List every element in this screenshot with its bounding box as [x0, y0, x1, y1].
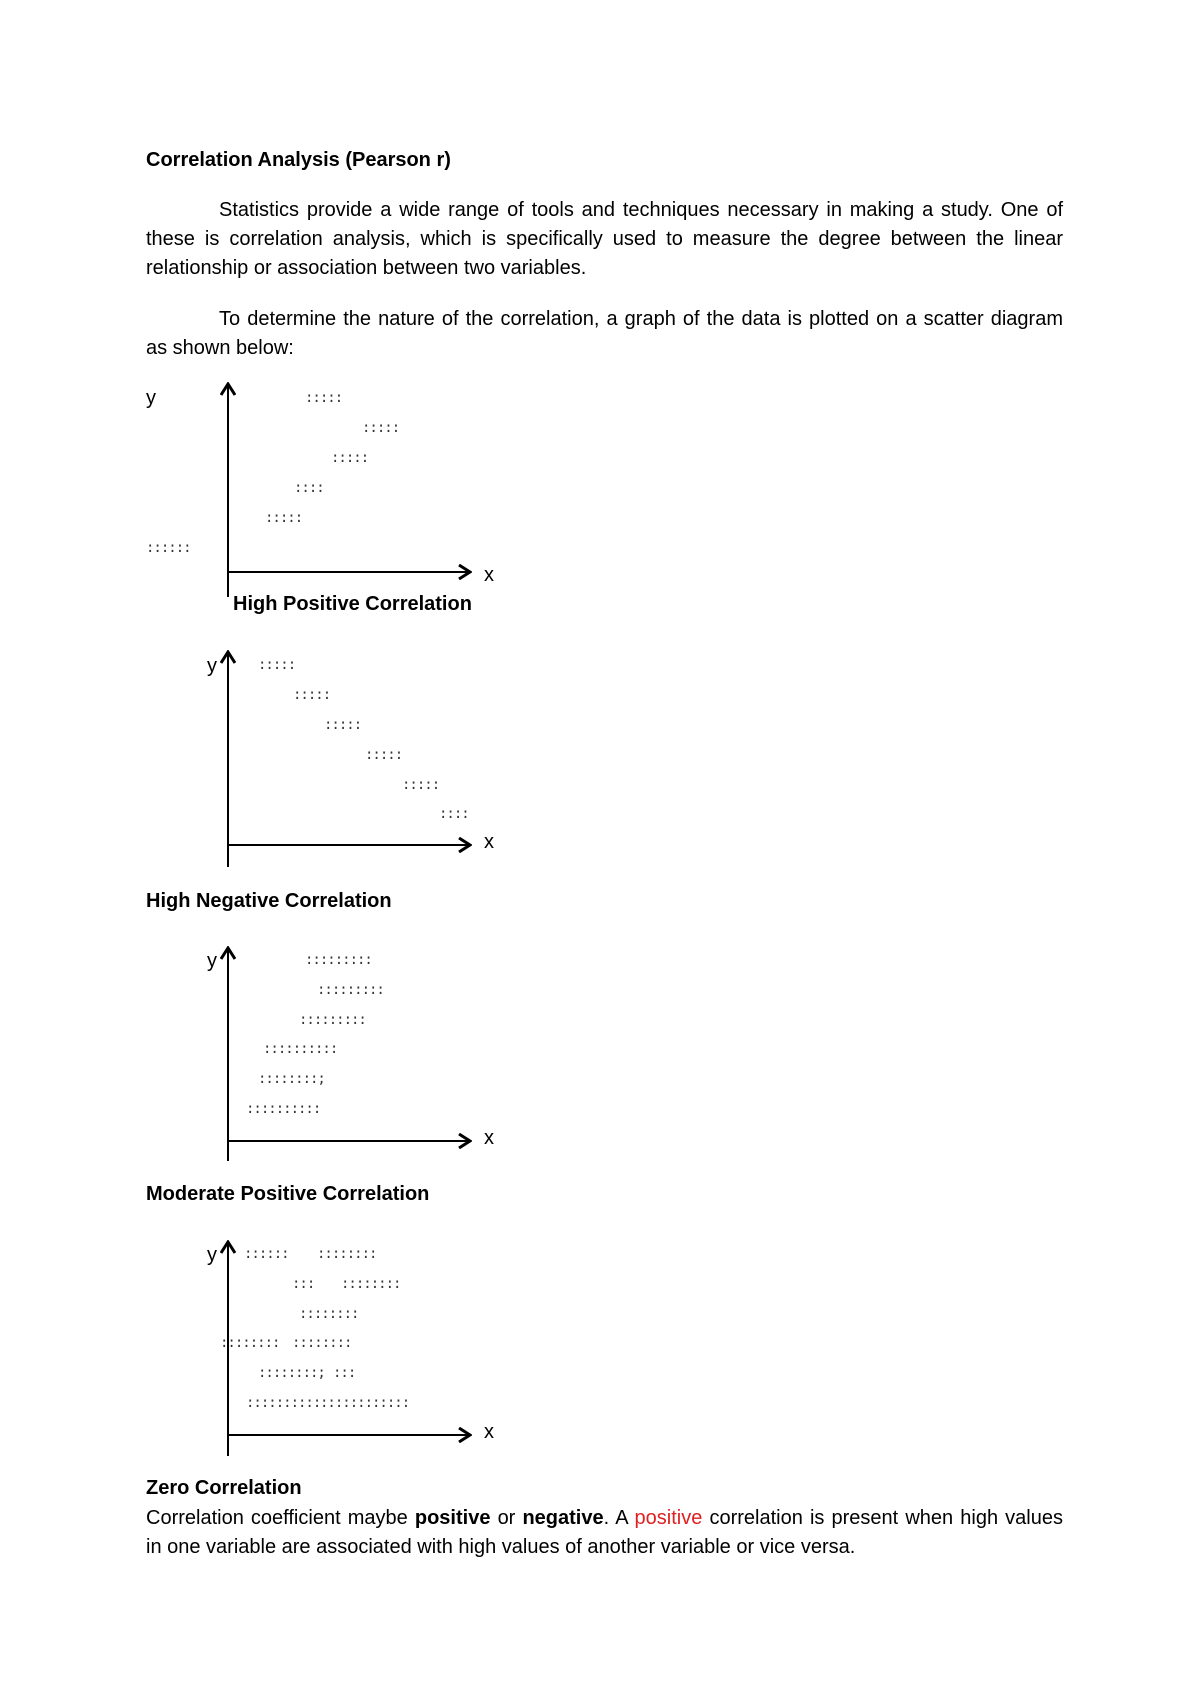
scatter-cluster: :::::: — [146, 540, 191, 556]
scatter-cluster: ::: — [333, 1365, 356, 1381]
y-axis-label-4: y — [207, 1244, 217, 1266]
scatter-cluster: :::::::: — [341, 1276, 401, 1292]
x-axis-label-4: x — [484, 1421, 494, 1443]
scatter-cluster: :::: — [439, 806, 469, 822]
scatter-cluster: :::::::: — [317, 1246, 377, 1262]
scatter-cluster: :::::::::: — [246, 1101, 321, 1117]
scatter-cluster: :::: — [294, 480, 324, 496]
scatter-cluster: ::::: — [324, 717, 362, 733]
scatter-cluster: ::::::::; — [258, 1365, 325, 1381]
scatter-cluster: ::::::::; — [258, 1071, 325, 1087]
scatter-cluster: :::::::::::: — [320, 1395, 410, 1411]
scatter-cluster: ::::::::: — [317, 982, 384, 998]
scatter-cluster: :::::::::: — [263, 1041, 338, 1057]
caption-high-positive: High Positive Correlation — [233, 593, 472, 615]
scatter-cluster: ::::: — [293, 687, 331, 703]
scatter-cluster: :::::::: — [299, 1306, 359, 1322]
scatter-intro-paragraph: To determine the nature of the correlation, a graph of the data is plotted on a scatter diagram as shown below: — [146, 308, 1063, 359]
scatter-cluster: :::::::: — [220, 1335, 280, 1351]
y-axis-label-3: y — [207, 950, 217, 972]
scatter-cluster: :::::: — [244, 1246, 289, 1262]
scatter-cluster: ::::::::: — [299, 1012, 366, 1028]
scatter-cluster: ::::::::: — [305, 952, 372, 968]
y-axis-label-2: y — [207, 655, 217, 677]
scatter-cluster: ::::: — [258, 657, 296, 673]
x-axis-label-1: x — [484, 564, 494, 586]
highlighted-term: positive — [634, 1507, 703, 1529]
scatter-cluster: ::::: — [365, 747, 403, 763]
caption-moderate-positive: Moderate Positive Correlation — [146, 1183, 430, 1205]
scatter-cluster: ::::: — [331, 450, 369, 466]
caption-zero: Zero Correlation — [146, 1477, 302, 1499]
scatter-cluster: ::::: — [265, 510, 303, 526]
scatter-cluster: :::::::::: — [246, 1395, 321, 1411]
page-title: Correlation Analysis (Pearson r) — [146, 149, 451, 171]
x-axis-label-2: x — [484, 831, 494, 853]
scatter-cluster: ::::: — [362, 420, 400, 436]
scatter-cluster: ::: — [292, 1276, 315, 1292]
intro-paragraph: Statistics provide a wide range of tools and techniques necessary in making a study. One of these is correlation analysis, which is specifically used to measure the degree between the linear relationship or association between two variables. — [146, 199, 1063, 279]
caption-high-negative: High Negative Correlation — [146, 890, 392, 912]
x-axis-label-3: x — [484, 1127, 494, 1149]
scatter-cluster: ::::: — [305, 390, 343, 406]
y-axis-label-1: y — [146, 387, 156, 409]
scatter-cluster: ::::: — [402, 777, 440, 793]
scatter-cluster: :::::::: — [292, 1335, 352, 1351]
closing-paragraph: Correlation coefficient maybe positive or negative. A positive correlation is present when high values in one variable are associated with high values of another variable or vice versa. — [146, 1507, 1063, 1558]
